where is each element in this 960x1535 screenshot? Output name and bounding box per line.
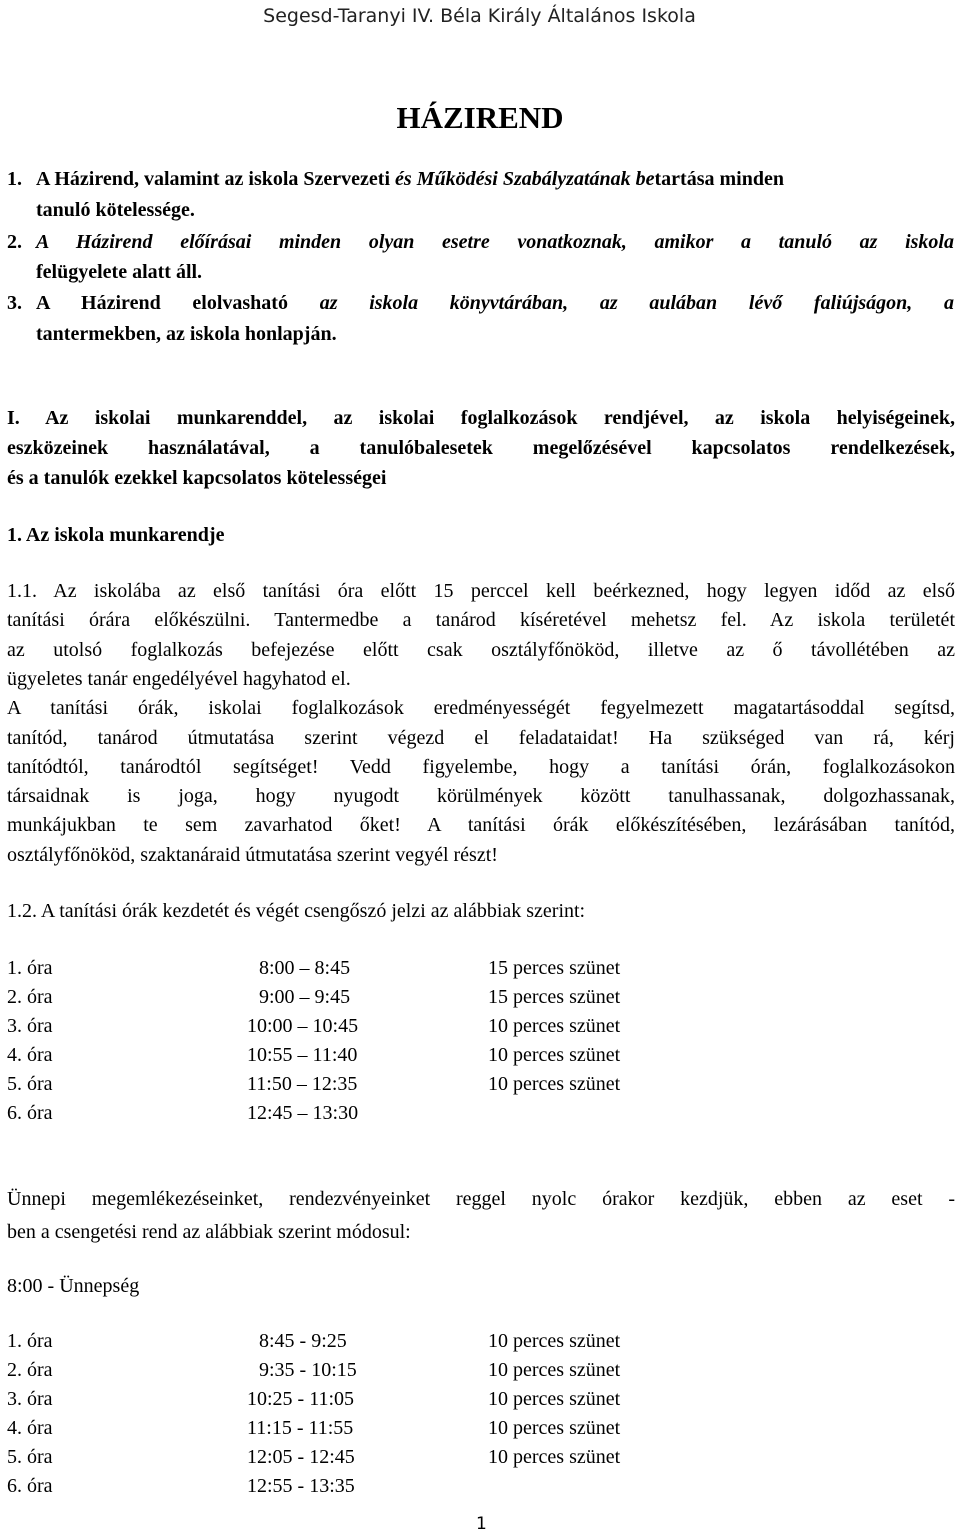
schedule-time: 8:45 - 9:25	[259, 1330, 347, 1352]
schedule-lesson: 3. óra	[7, 1388, 53, 1410]
holiday-paragraph-line-1: Ünnepi megemlékezéseinket, rendezvényeinket reggel nyolc órakor kezdjük, ebben az eset -	[7, 1188, 955, 1210]
paragraph-line: 1.1. Az iskolába az első tanítási óra előtt 15 perccel kell beérkezned, hogy legyen időd az első	[7, 580, 955, 602]
schedule-break: 10 perces szünet	[488, 1359, 621, 1381]
intro-item-2-line2: felügyelete alatt áll.	[36, 261, 203, 283]
schedule-lesson: 4. óra	[7, 1044, 53, 1066]
paragraph-line: tanítási órára előkészülni. Tantermedbe a tanárod kíséretével mehetsz fel. Az iskola területét	[7, 609, 955, 631]
schedule-break: 10 perces szünet	[488, 1073, 621, 1095]
paragraph-line: ügyeletes tanár engedélyével hagyhatod el.	[7, 668, 351, 690]
intro-item-3-text-a: A Házirend elolvasható	[36, 292, 320, 314]
subsection-heading: 1. Az iskola munkarendje	[7, 524, 225, 546]
schedule-lesson: 6. óra	[7, 1102, 53, 1124]
schedule-time: 8:00 – 8:45	[259, 957, 351, 979]
schedule-time: 9:00 – 9:45	[259, 986, 351, 1008]
paragraph-line: munkájukban te sem zavarhatod őket! A tanítási órák előkészítésében, lezárásában tanítód,	[7, 814, 955, 836]
schedule-break: 10 perces szünet	[488, 1417, 621, 1439]
ceremony-line: 8:00 - Ünnepség	[7, 1275, 140, 1297]
intro-item-3-number: 3.	[7, 292, 22, 314]
schedule-time: 11:15 - 11:55	[247, 1417, 354, 1439]
intro-item-1-text-italic: és Működési Szabályzatának be	[395, 168, 655, 190]
schedule-break: 10 perces szünet	[488, 1330, 621, 1352]
schedule-time: 11:50 – 12:35	[247, 1073, 358, 1095]
schedule-break: 10 perces szünet	[488, 1446, 621, 1468]
schedule-break: 10 perces szünet	[488, 1015, 621, 1037]
schedule-lesson: 1. óra	[7, 957, 53, 979]
paragraph-1-2: 1.2. A tanítási órák kezdetét és végét csengőszó jelzi az alábbiak szerint:	[7, 900, 586, 922]
schedule-time: 9:35 - 10:15	[259, 1359, 357, 1381]
schedule-lesson: 5. óra	[7, 1446, 53, 1468]
schedule-time: 12:45 – 13:30	[247, 1102, 359, 1124]
intro-item-2-line1	[36, 231, 954, 254]
page-number: 1	[476, 1514, 487, 1534]
intro-item-2-number: 2.	[7, 231, 22, 253]
paragraph-line: osztályfőnököd, szaktanáraid útmutatása szerint vegyél részt!	[7, 844, 498, 866]
schedule-lesson: 4. óra	[7, 1417, 53, 1439]
paragraph-line: A tanítási órák, iskolai foglalkozások eredményességét fegyelmezett magatartásoddal segítsd,	[7, 697, 955, 719]
schedule-time: 10:00 – 10:45	[247, 1015, 359, 1037]
paragraph-line: az utolsó foglalkozás befejezése előtt csak osztályfőnököd, illetve az ő távollétében az	[7, 639, 955, 661]
schedule-time: 10:25 - 11:05	[247, 1388, 355, 1410]
schedule-break: 10 perces szünet	[488, 1044, 621, 1066]
section-heading-line-2: eszközeinek használatával, a tanulóbalesetek megelőzésével kapcsolatos rendelkezések,	[7, 437, 955, 459]
running-header: Segesd-Taranyi IV. Béla Király Általános Iskola	[263, 5, 696, 27]
intro-item-2-text: A Házirend előírásai minden olyan esetre vonatkoznak, amikor a tanuló az iskola	[36, 231, 954, 253]
paragraph-line: tanítódtól, tanárodtól segítséget! Vedd figyelembe, hogy a tanítási órán, foglalkozásokon	[7, 756, 955, 778]
intro-item-1-text-a: A Házirend, valamint az iskola Szervezeti	[36, 168, 396, 190]
schedule-lesson: 1. óra	[7, 1330, 53, 1352]
paragraph-line: társaidnak is joga, hogy nyugodt körülmények között tanulhassanak, dolgozhassanak,	[7, 785, 955, 807]
intro-item-1-text-c: tartása minden	[654, 168, 784, 190]
paragraph-line: tanítód, tanárod útmutatása szerint végezd el feladataidat! Ha szükséged van rá, kérj	[7, 727, 955, 749]
schedule-lesson: 3. óra	[7, 1015, 53, 1037]
intro-item-3-text-italic: az iskola könyvtárában, az aulában lévő faliújságon, a	[319, 292, 954, 314]
schedule-lesson: 2. óra	[7, 1359, 53, 1381]
schedule-break: 10 perces szünet	[488, 1388, 621, 1410]
schedule-break: 15 perces szünet	[488, 986, 621, 1008]
intro-item-1-number: 1.	[7, 168, 22, 190]
intro-item-3-line1	[36, 292, 954, 315]
schedule-break: 15 perces szünet	[488, 957, 621, 979]
section-heading-line-3: és a tanulók ezekkel kapcsolatos kötelességei	[7, 467, 387, 489]
schedule-lesson: 5. óra	[7, 1073, 53, 1095]
intro-item-3-line2: tantermekben, az iskola honlapján.	[36, 323, 337, 345]
schedule-time: 10:55 – 11:40	[247, 1044, 358, 1066]
schedule-lesson: 6. óra	[7, 1475, 53, 1497]
intro-item-1-line1	[36, 168, 784, 191]
schedule-time: 12:55 - 13:35	[247, 1475, 355, 1497]
intro-item-1-line2: tanuló kötelessége.	[36, 199, 195, 221]
section-heading-line-1: I. Az iskolai munkarenddel, az iskolai foglalkozások rendjével, az iskola helyiségeinek,	[7, 407, 955, 429]
schedule-time: 12:05 - 12:45	[247, 1446, 355, 1468]
page-title: HÁZIREND	[396, 100, 564, 135]
schedule-lesson: 2. óra	[7, 986, 53, 1008]
holiday-paragraph-line-2: ben a csengetési rend az alábbiak szerint módosul:	[7, 1221, 411, 1243]
